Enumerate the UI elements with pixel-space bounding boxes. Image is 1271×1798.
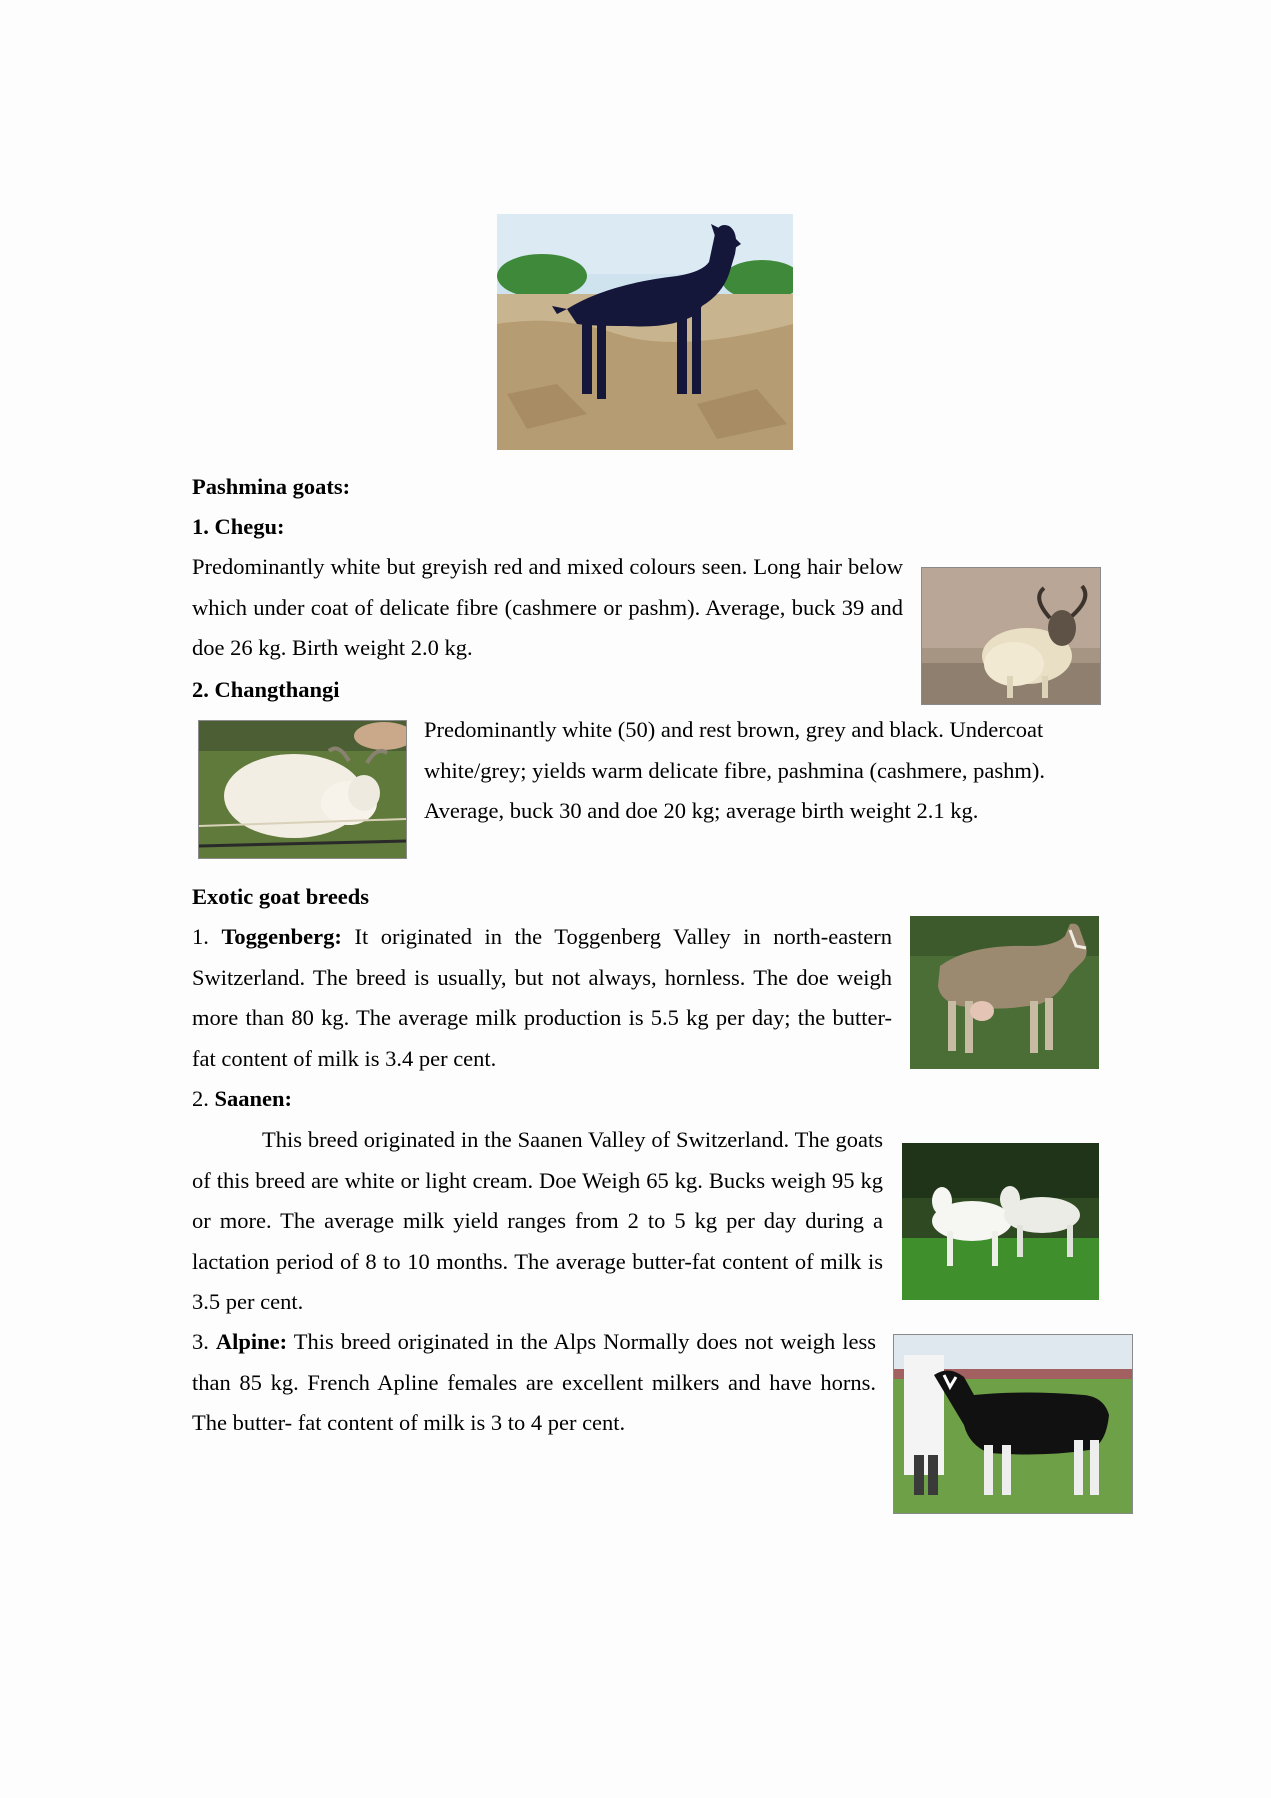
black-goat-photo bbox=[497, 214, 793, 450]
saanen-goats-photo bbox=[902, 1143, 1099, 1300]
saanen-name: Saanen: bbox=[214, 1086, 293, 1111]
section-title-pashmina: Pashmina goats: bbox=[192, 474, 351, 499]
toggenberg-name: Toggenberg: bbox=[221, 924, 342, 949]
changthangi-heading: 2. Changthangi bbox=[192, 677, 340, 702]
chegu-goat-photo bbox=[921, 567, 1101, 705]
toggenberg-number: 1. bbox=[192, 924, 209, 949]
chegu-description: Predominantly white but greyish red and mixed colours seen. Long hair below which under coat of delicate fibre (cashmere or pashm). Average, buck 39 and doe 26 kg. Birth weight 2.0 kg. bbox=[192, 554, 903, 660]
saanen-description: This breed originated in the Saanen Valley of Switzerland. The goats of this breed are white or light cream. Doe Weigh 65 kg. Bucks weigh 95 kg or more. The average milk yield ranges from 2 to 5 kg per day during a lactation period of 8 to 10 months. The average butter-fat content of milk is 3.5 per cent. bbox=[192, 1127, 883, 1314]
toggenberg-description bbox=[192, 917, 892, 1079]
chegu-heading: 1. Chegu: bbox=[192, 514, 285, 539]
section-title-exotic: Exotic goat breeds bbox=[192, 884, 370, 909]
changthangi-description: Predominantly white (50) and rest brown, grey and black. Undercoat white/grey; yields warm delicate fibre, pashmina (cashmere, pashm). Average, buck 30 and doe 20 kg; average birth weight 2.1 kg. bbox=[424, 717, 1046, 823]
alpine-text: This breed originated in the Alps Normally does not weigh less than 85 kg. French Apline females are excellent milkers and have horns. The butter- fat content of milk is 3 to 4 per cent. bbox=[192, 1329, 877, 1435]
toggenberg-text: It originated in the Toggenberg Valley in north-eastern Switzerland. The breed is usually, but not always, hornless. The doe weigh more than 80 kg. The average milk production is 5.5 kg per day; the butter-fat content of milk is 3.4 per cent. bbox=[192, 924, 893, 1071]
alpine-number: 3. bbox=[192, 1329, 209, 1354]
alpine-description bbox=[192, 1322, 876, 1444]
changthangi-goat-photo bbox=[198, 720, 407, 859]
saanen-heading bbox=[192, 1079, 292, 1120]
saanen-number: 2. bbox=[192, 1086, 209, 1111]
alpine-name: Alpine: bbox=[215, 1329, 288, 1354]
toggenberg-goat-photo bbox=[910, 916, 1099, 1069]
alpine-goat-photo bbox=[893, 1334, 1133, 1514]
